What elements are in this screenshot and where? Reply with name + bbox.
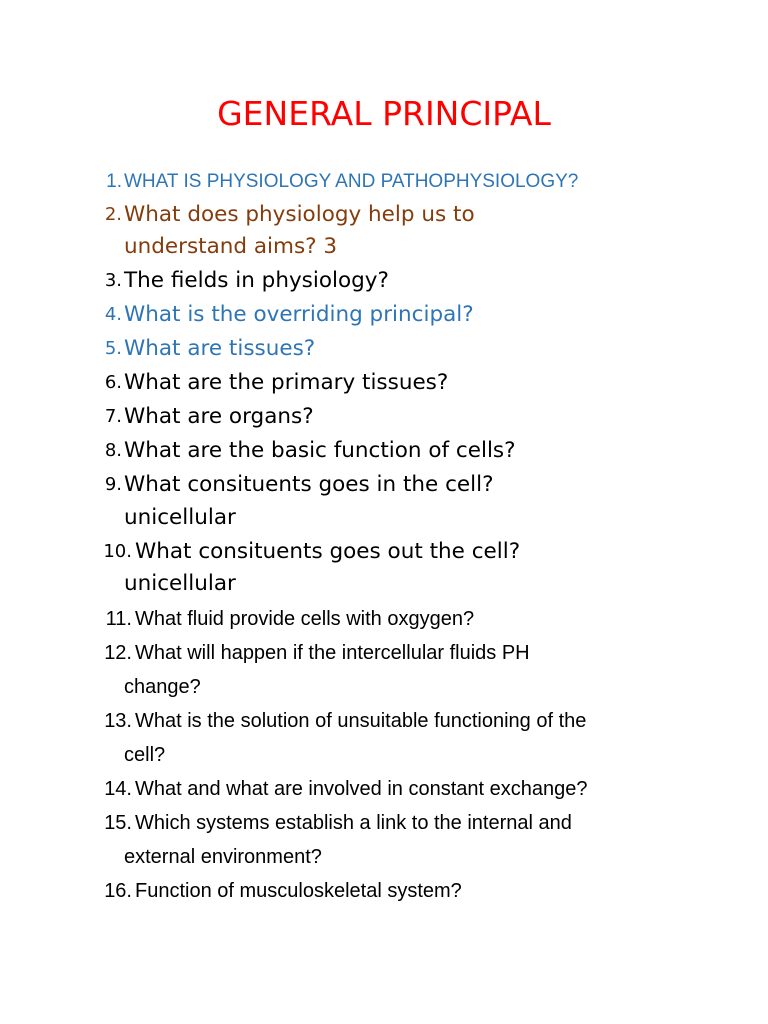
question-number: 11. (105, 608, 132, 630)
question-number: 8. (104, 440, 122, 461)
question-text-continued: external environment? (124, 846, 322, 868)
question-text: What are the basic function of cells? (124, 438, 516, 463)
question-text: Function of musculoskeletal system? (135, 880, 462, 902)
question-number: 6. (104, 372, 122, 393)
question-text-continued: unicellular (124, 571, 236, 596)
question-text: What is the overriding principal? (124, 302, 474, 327)
question-number: 16. (104, 880, 132, 902)
question-text: The fields in physiology? (124, 268, 389, 293)
question-number: 10. (103, 541, 132, 562)
question-text-continued: cell? (124, 744, 166, 766)
question-number: 15. (104, 812, 132, 834)
question-number: 4. (104, 304, 122, 325)
question-number: 3. (104, 270, 122, 291)
question-number: 13. (104, 710, 132, 732)
question-text: What will happen if the intercellular fluids PH (135, 642, 530, 664)
question-text: WHAT IS PHYSIOLOGY AND PATHOPHYSIOLOGY? (124, 171, 579, 192)
question-text: What does physiology help us to (124, 202, 475, 227)
question-number: 12. (104, 642, 132, 664)
question-text-continued: change? (124, 676, 201, 698)
question-text: What are organs? (124, 404, 314, 429)
question-text: What fluid provide cells with oxgygen? (135, 608, 475, 630)
question-text: What consituents goes in the cell? (124, 472, 494, 497)
question-text: What and what are involved in constant exchange? (135, 778, 588, 800)
question-number: 7. (104, 406, 122, 427)
question-number: 9. (104, 474, 122, 495)
question-text: What are tissues? (124, 336, 316, 361)
question-text: What is the solution of unsuitable functioning of the (135, 710, 587, 732)
document-title: GENERAL PRINCIPAL (217, 94, 551, 133)
question-text-continued: understand aims? 3 (124, 234, 338, 259)
question-text: What consituents goes out the cell? (135, 539, 521, 564)
question-number: 1. (106, 171, 122, 192)
question-number: 2. (104, 204, 122, 225)
question-text: Which systems establish a link to the internal and (135, 812, 572, 834)
question-text: What are the primary tissues? (124, 370, 449, 395)
question-number: 14. (104, 778, 132, 800)
question-number: 5. (104, 338, 122, 359)
question-text-continued: unicellular (124, 505, 236, 530)
